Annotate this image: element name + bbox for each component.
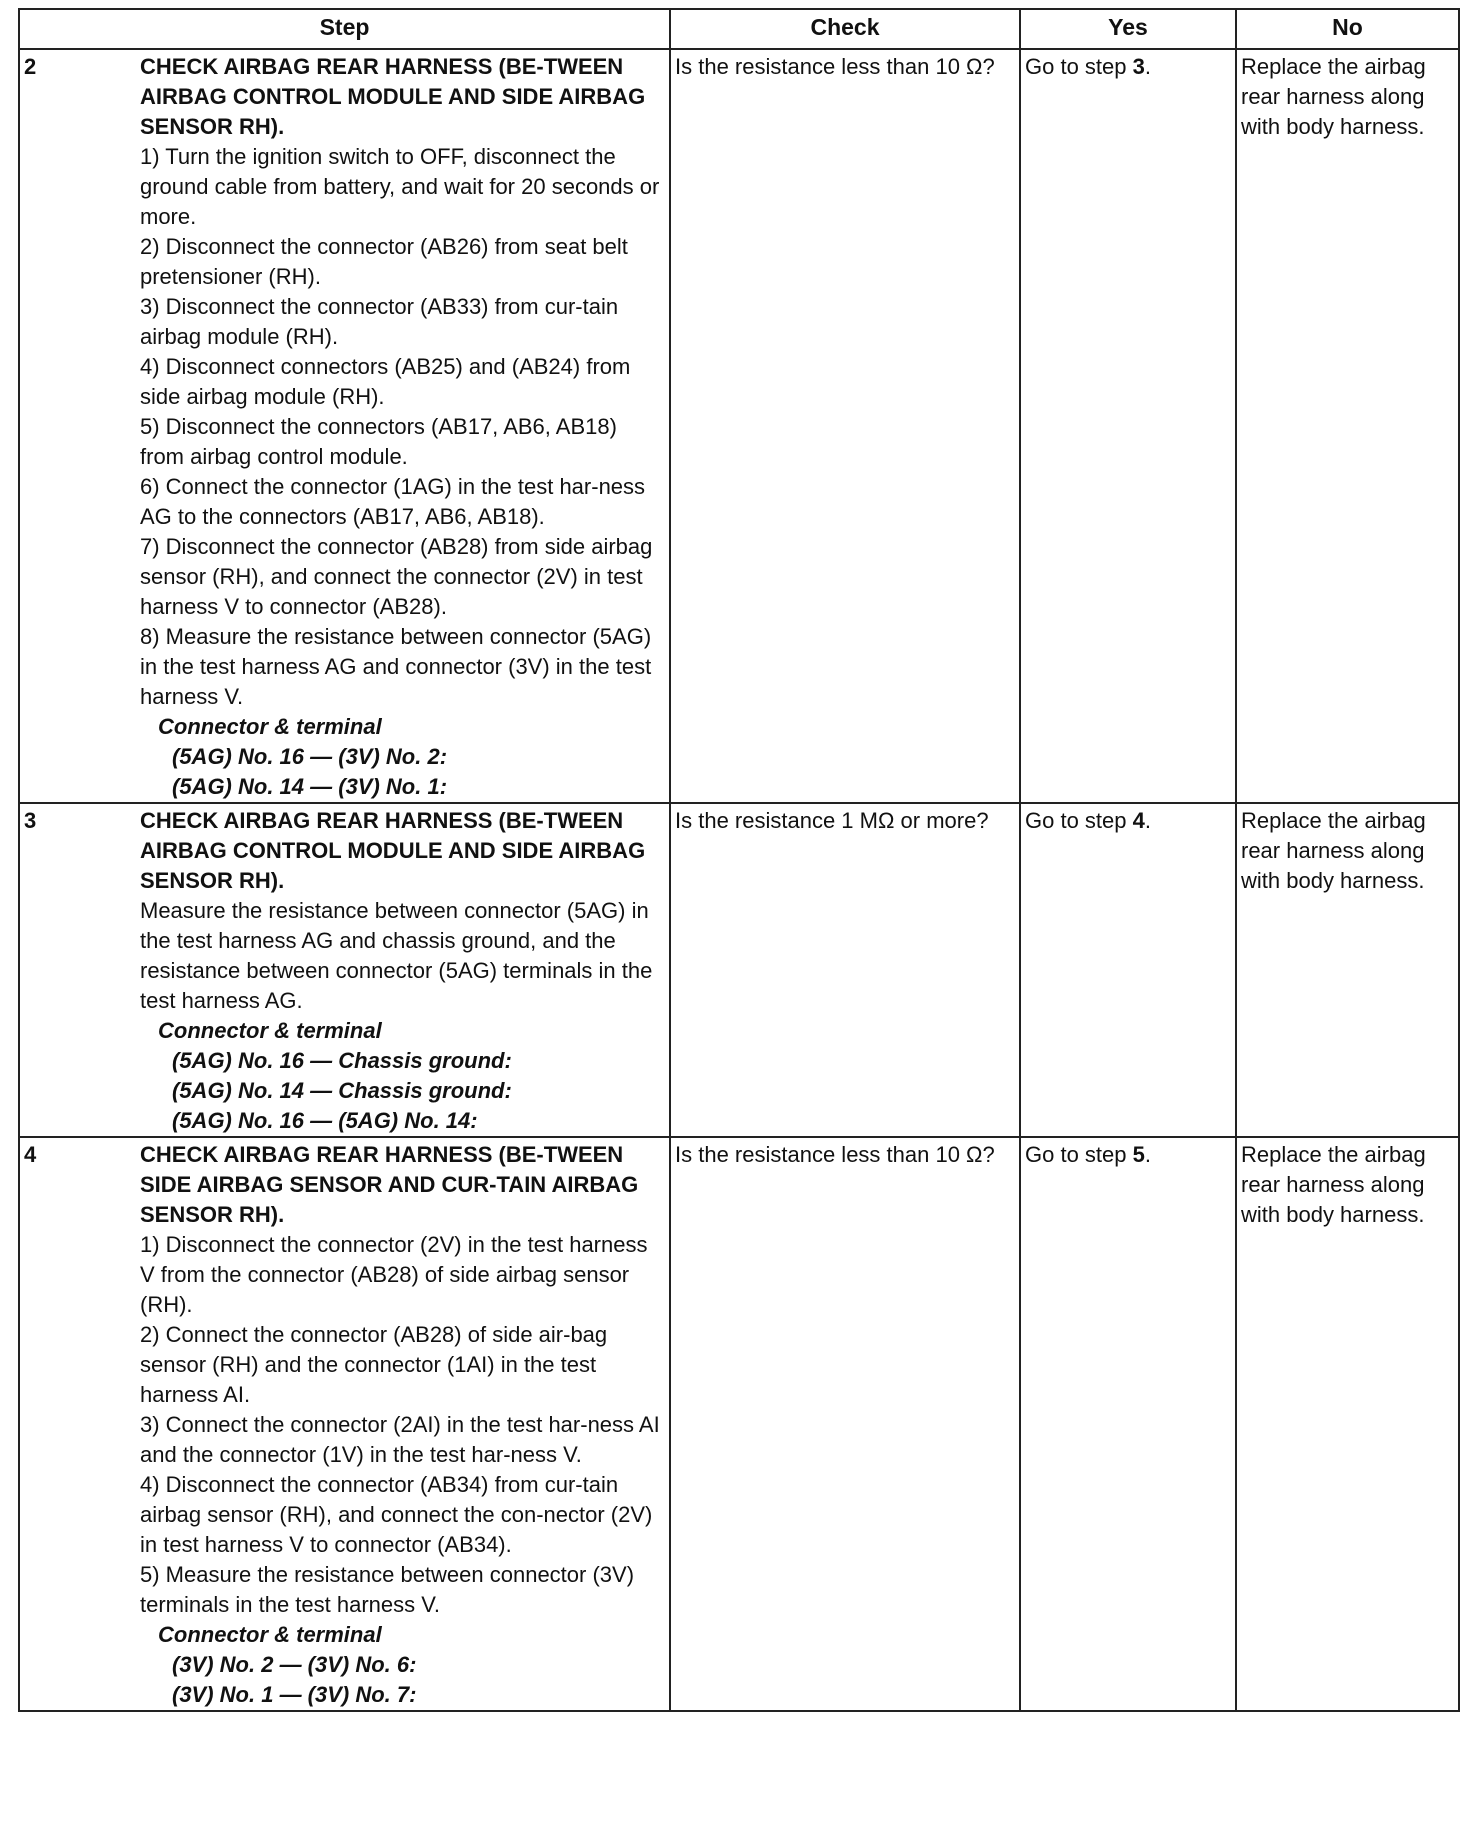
step-instruction: 1) Disconnect the connector (2V) in the test harness V from the connector (AB28) of side airbag sensor (RH). — [140, 1232, 648, 1317]
header-no: No — [1236, 9, 1459, 49]
diagnostic-table — [18, 8, 1460, 1712]
step-number: 2 — [24, 54, 37, 79]
step-body — [140, 806, 665, 1136]
step-cell — [19, 1137, 670, 1711]
step-title: CHECK AIRBAG REAR HARNESS (BE-TWEEN SIDE AIRBAG SENSOR AND CUR-TAIN AIRBAG SENSOR RH). — [140, 1142, 639, 1227]
step-wrap — [24, 806, 665, 1136]
yes-cell: Go to step 5. — [1020, 1137, 1236, 1711]
yes-prefix: Go to step — [1025, 1142, 1133, 1167]
connector-terminal-item: (5AG) No. 16 — (5AG) No. 14: — [172, 1108, 478, 1133]
yes-step-number: 3 — [1132, 54, 1145, 79]
step-instruction: 7) Disconnect the connector (AB28) from side airbag sensor (RH), and connect the connector (2V) in test harness V to connector (AB28). — [140, 534, 653, 619]
yes-cell: Go to step 4. — [1020, 803, 1236, 1137]
step-wrap — [24, 1140, 665, 1710]
connector-terminal-item: (3V) No. 2 — (3V) No. 6: — [172, 1652, 417, 1677]
step-instruction: 3) Connect the connector (2AI) in the test har-ness AI and the connector (1V) in the test har-ness V. — [140, 1412, 660, 1467]
step-cell — [19, 803, 670, 1137]
step-number: 3 — [24, 808, 37, 833]
yes-prefix: Go to step — [1025, 54, 1133, 79]
connector-terminal-item: (5AG) No. 16 — (3V) No. 2: — [172, 744, 448, 769]
yes-step-number: 5 — [1132, 1142, 1145, 1167]
step-number: 4 — [24, 1142, 37, 1167]
header-step: Step — [19, 9, 670, 49]
step-instruction: 6) Connect the connector (1AG) in the test har-ness AG to the connectors (AB17, AB6, AB18). — [140, 474, 646, 529]
connector-terminal-heading: Connector & terminal — [158, 1622, 382, 1647]
step-instruction: 4) Disconnect connectors (AB25) and (AB24) from side airbag module (RH). — [140, 354, 631, 409]
header-row — [19, 9, 1459, 49]
table-row — [19, 803, 1459, 1137]
step-title: CHECK AIRBAG REAR HARNESS (BE-TWEEN AIRBAG CONTROL MODULE AND SIDE AIRBAG SENSOR RH). — [140, 808, 646, 893]
header-check: Check — [670, 9, 1020, 49]
connector-terminal-heading: Connector & terminal — [158, 1018, 382, 1043]
check-cell: Is the resistance less than 10 Ω? — [670, 49, 1020, 803]
table-row — [19, 49, 1459, 803]
step-instruction: Measure the resistance between connector (5AG) in the test harness AG and chassis ground, and the resistance between connector (5AG) terminals in the test harness AG. — [140, 898, 653, 1013]
yes-step-number: 4 — [1132, 808, 1145, 833]
connector-terminal-item: (3V) No. 1 — (3V) No. 7: — [172, 1682, 417, 1707]
step-instruction: 2) Connect the connector (AB28) of side air-bag sensor (RH) and the connector (1AI) in the test harness AI. — [140, 1322, 608, 1407]
step-instruction: 8) Measure the resistance between connector (5AG) in the test harness AG and connector (3V) in the test harness V. — [140, 624, 652, 709]
table-body — [19, 49, 1459, 1711]
no-cell: Replace the airbag rear harness along with body harness. — [1236, 1137, 1459, 1711]
connector-terminal-item: (5AG) No. 16 — Chassis ground: — [172, 1048, 512, 1073]
connector-terminal-item: (5AG) No. 14 — (3V) No. 1: — [172, 774, 448, 799]
step-instruction: 1) Turn the ignition switch to OFF, disconnect the ground cable from battery, and wait for 20 seconds or more. — [140, 144, 660, 229]
step-wrap — [24, 52, 665, 802]
check-cell: Is the resistance 1 MΩ or more? — [670, 803, 1020, 1137]
check-cell: Is the resistance less than 10 Ω? — [670, 1137, 1020, 1711]
yes-cell: Go to step 3. — [1020, 49, 1236, 803]
step-instruction: 4) Disconnect the connector (AB34) from cur-tain airbag sensor (RH), and connect the con-nector (2V) in test harness V to connector (AB34). — [140, 1472, 653, 1557]
connector-terminal-item: (5AG) No. 14 — Chassis ground: — [172, 1078, 512, 1103]
no-cell: Replace the airbag rear harness along with body harness. — [1236, 803, 1459, 1137]
yes-prefix: Go to step — [1025, 808, 1133, 833]
step-cell — [19, 49, 670, 803]
no-cell: Replace the airbag rear harness along with body harness. — [1236, 49, 1459, 803]
step-body — [140, 1140, 665, 1710]
step-instruction: 2) Disconnect the connector (AB26) from seat belt pretensioner (RH). — [140, 234, 628, 289]
connector-terminal-heading: Connector & terminal — [158, 714, 382, 739]
table-row — [19, 1137, 1459, 1711]
step-body — [140, 52, 665, 802]
step-instruction: 5) Disconnect the connectors (AB17, AB6, AB18) from airbag control module. — [140, 414, 617, 469]
step-instruction: 3) Disconnect the connector (AB33) from cur-tain airbag module (RH). — [140, 294, 619, 349]
step-instruction: 5) Measure the resistance between connector (3V) terminals in the test harness V. — [140, 1562, 635, 1617]
step-title: CHECK AIRBAG REAR HARNESS (BE-TWEEN AIRBAG CONTROL MODULE AND SIDE AIRBAG SENSOR RH). — [140, 54, 646, 139]
header-yes: Yes — [1020, 9, 1236, 49]
